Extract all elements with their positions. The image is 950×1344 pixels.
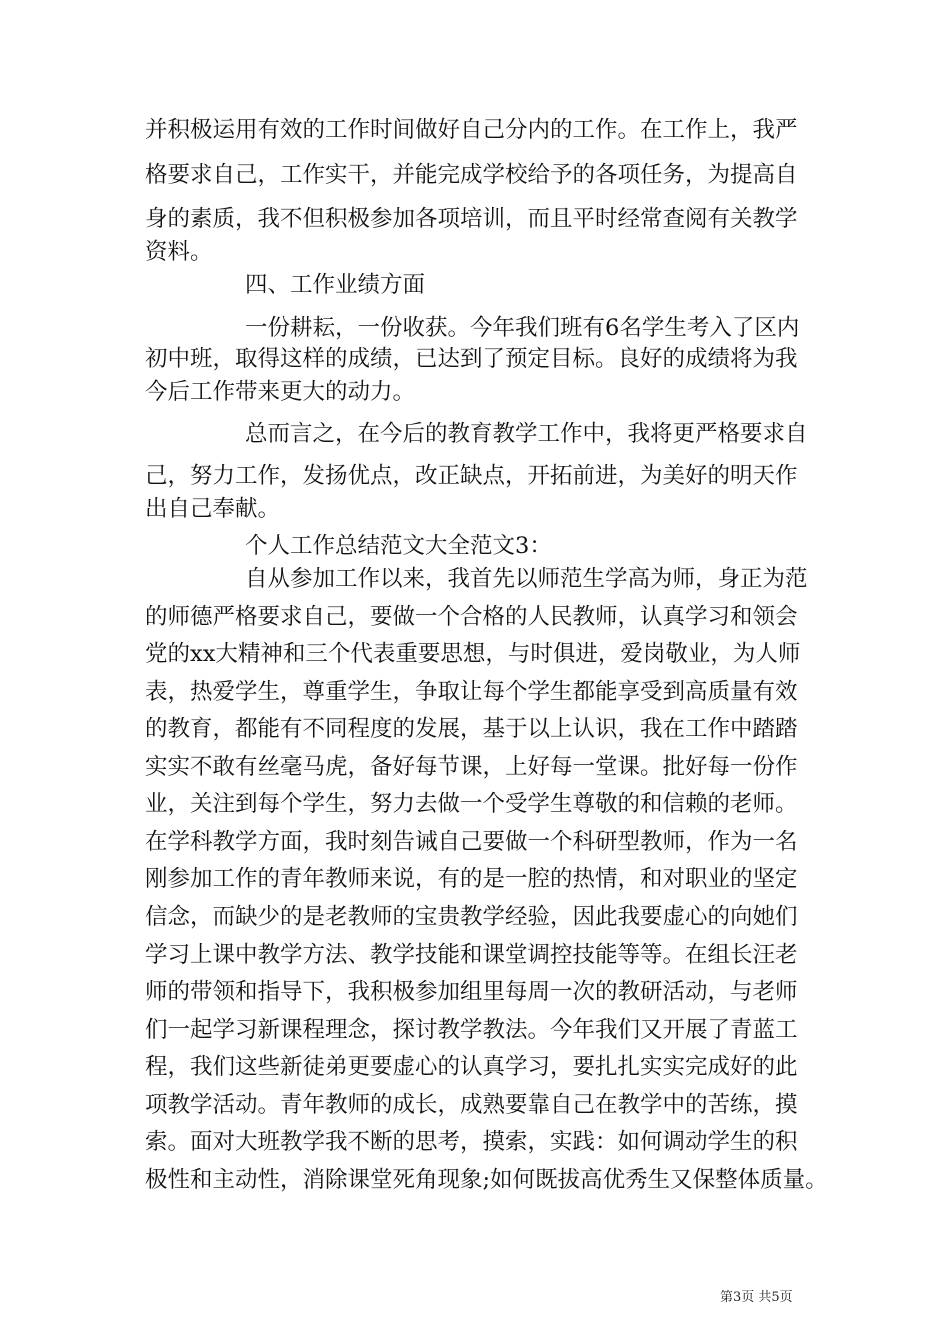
page-number-footer: 第3页 共5页 <box>720 1290 793 1305</box>
text-line: 格要求自己，工作实干，并能完成学校给予的各项任务，为提高自 <box>145 162 798 188</box>
text-line: 实实不敢有丝毫马虎，备好每节课，上好每一堂课。批好每一份作 <box>145 754 798 780</box>
text-line: 信念，而缺少的是老教师的宝贵教学经验，因此我要虚心的向她们 <box>145 904 798 930</box>
text-line: 的师德严格要求自己，要做一个合格的人民教师，认真学习和领会 <box>145 604 798 630</box>
text-line: 表，热爱学生，尊重学生，争取让每个学生都能享受到高质量有效 <box>145 679 798 705</box>
text-line: 刚参加工作的青年教师来说，有的是一腔的热情，和对职业的坚定 <box>145 866 798 892</box>
text-line: 出自己奉献。 <box>145 496 281 522</box>
text-line: 业，关注到每个学生，努力去做一个受学生尊敬的和信赖的老师。 <box>145 791 798 817</box>
text-line: 初中班，取得这样的成绩，已达到了预定目标。良好的成绩将为我 <box>145 346 798 372</box>
text-line: 索。面对大班教学我不断的思考，摸索，实践：如何调动学生的积 <box>145 1129 798 1155</box>
text-line: 们一起学习新课程理念，探讨教学教法。今年我们又开展了青蓝工 <box>145 1017 798 1043</box>
text-line: 项教学活动。青年教师的成长，成熟要靠自己在教学中的苦练，摸 <box>145 1092 798 1118</box>
text-line: 程，我们这些新徒弟更要虚心的认真学习，要扎扎实实完成好的此 <box>145 1054 798 1080</box>
text-line: 一份耕耘，一份收获。今年我们班有6名学生考入了区内 <box>245 315 800 341</box>
text-line: 学习上课中教学方法、教学技能和课堂调控技能等等。在组长汪老 <box>145 942 798 968</box>
text-line: 身的素质，我不但积极参加各项培训，而且平时经常查阅有关教学 <box>145 206 798 232</box>
text-line: 极性和主动性，消除课堂死角现象;如何既拔高优秀生又保整体质量。 <box>145 1167 828 1193</box>
text-line: 资料。 <box>145 239 213 265</box>
text-line: 今后工作带来更大的动力。 <box>145 379 416 405</box>
text-line: 师的带领和指导下，我积极参加组里每周一次的教研活动，与老师 <box>145 979 798 1005</box>
text-line: 并积极运用有效的工作时间做好自己分内的工作。在工作上，我严 <box>145 117 798 143</box>
section-heading: 四、工作业绩方面 <box>245 272 426 298</box>
section-heading: 个人工作总结范文大全范文3： <box>245 533 552 559</box>
text-line: 的教育，都能有不同程度的发展，基于以上认识，我在工作中踏踏 <box>145 716 798 742</box>
text-line: 自从参加工作以来，我首先以师范生学高为师，身正为范 <box>245 566 808 592</box>
text-line: 在学科教学方面，我时刻告诫自己要做一个科研型教师，作为一名 <box>145 829 798 855</box>
text-line: 己，努力工作，发扬优点，改正缺点，开拓前进，为美好的明天作 <box>145 463 798 489</box>
text-line: 党的xx大精神和三个代表重要思想，与时俱进，爱岗敬业，为人师 <box>145 641 801 667</box>
text-line: 总而言之，在今后的教育教学工作中，我将更严格要求自 <box>245 421 808 447</box>
